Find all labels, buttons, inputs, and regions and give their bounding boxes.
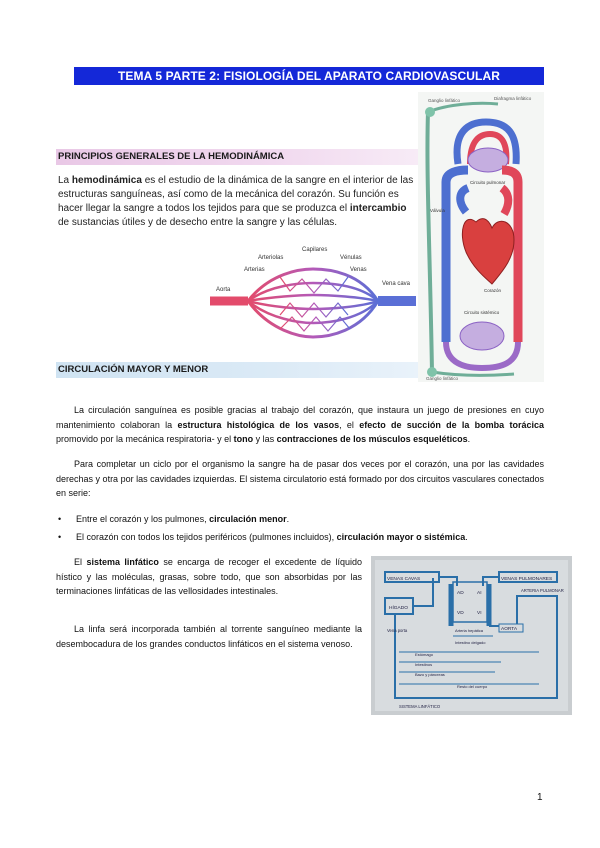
bullet-marker: • [58, 514, 62, 524]
label-circuito-sistemico: Circuito sistémico [464, 310, 500, 315]
label-corazon: Corazón [484, 288, 502, 293]
label-venulas: Vénulas [340, 255, 362, 261]
label-intestinos: Intestinos [415, 662, 433, 667]
blood-vessel-figure [210, 243, 416, 347]
label-arteria-hepatica: Arteria hepática [455, 628, 484, 633]
label-estomago: Estómago [415, 652, 434, 657]
label-ad: AD [457, 591, 464, 596]
label-vena-porta: Vena porta [387, 628, 408, 633]
label-vena-cava: Vena cava [382, 281, 411, 287]
label-arterias: Arterias [244, 267, 265, 273]
paragraph-circulacion: La circulación sanguínea es posible gracias al trabajo del corazón, que instaura un juego de presiones en cuyo mantenimiento colaboran la estructura histológica de los vasos, el efecto de succión de la bomba torácica promovido por la mecánica respiratoria- y el tono y las contracciones de los músculos esqueléticos. [56, 405, 544, 444]
label-arteriolas: Arteriolas [258, 255, 284, 261]
label-aorta-lymph: AORTA [501, 627, 518, 632]
label-ai: AI [477, 591, 482, 596]
label-venas: Venas [350, 267, 367, 273]
label-valvula: Válvula [430, 208, 445, 213]
bullet-circulacion-menor: • Entre el corazón y los pulmones, circulación menor. [58, 514, 290, 524]
bullet-marker: • [58, 532, 62, 542]
section-heading-hemodinamica: PRINCIPIOS GENERALES DE LA HEMODINÁMICA [56, 149, 418, 165]
label-capilares: Capilares [302, 247, 328, 253]
section-heading-circulacion: CIRCULACIÓN MAYOR Y MENOR [56, 362, 418, 378]
label-resto: Resto del cuerpo [457, 684, 488, 689]
label-vd: VD [457, 611, 464, 616]
label-venas-cavas: VENAS CAVAS [387, 577, 421, 582]
label-intestino: Intestino delgado [455, 640, 486, 645]
label-venas-pulmonares: VENAS PULMONARES [501, 577, 553, 582]
page-number: 1 [537, 792, 543, 803]
bullet-circulacion-mayor: • El corazón con todos los tejidos periféricos (pulmones incluidos), circulación mayor o sistémica. [58, 532, 468, 542]
label-arteria-pulmonar: ARTERIA PULMONAR [521, 588, 564, 593]
paragraph-sistema-linfatico: El sistema linfático se encarga de recoger el excedente de líquido hístico y las moléculas, grasas, sobre todo, que son absorbidas por las terminaciones linfáticas de las vellosidades intestinales. [56, 557, 362, 596]
label-aorta: Aorta [216, 287, 231, 293]
label-ganglio-top: Ganglio linfático [428, 98, 461, 103]
paragraph-ciclo: Para completar un ciclo por el organismo la sangre ha de pasar dos veces por el corazón, una por las cavidades derechas y otra por las cavidades izquierdas. El sistema circulatorio está formado por dos circuitos vasculares conectados en serie: [56, 459, 544, 498]
label-sistema-linfatico: SISTEMA LINFÁTICO [399, 704, 441, 709]
label-diafragma: Diafragma linfático [494, 96, 532, 101]
label-ganglio-bottom: Ganglio linfático [426, 376, 459, 381]
paragraph-linfa: La linfa será incorporada también al torrente sanguíneo mediante la desembocadura de los grandes conductos linfáticos en el sistema venoso. [56, 624, 362, 649]
label-circuito-pulmonar: Circuito pulmonar [470, 180, 506, 185]
intro-paragraph: La hemodinámica es el estudio de la dinámica de la sangre en el interior de las estructuras sanguíneas, así como de la mecánica del corazón. Su función es hacer llegar la sangre a todos los tejidos para que se produzca el intercambio de sustancias útiles y de desecho entre la sangre y las células. [58, 175, 414, 228]
label-higado: HÍGADO [389, 606, 408, 611]
label-vi: VI [477, 611, 482, 616]
lymph-system-diagram [371, 556, 572, 715]
label-bazo: Bazo y páncreas [415, 672, 445, 677]
document-title: TEMA 5 PARTE 2: FISIOLOGÍA DEL APARATO CARDIOVASCULAR [74, 67, 544, 85]
circulation-diagram [418, 92, 544, 382]
